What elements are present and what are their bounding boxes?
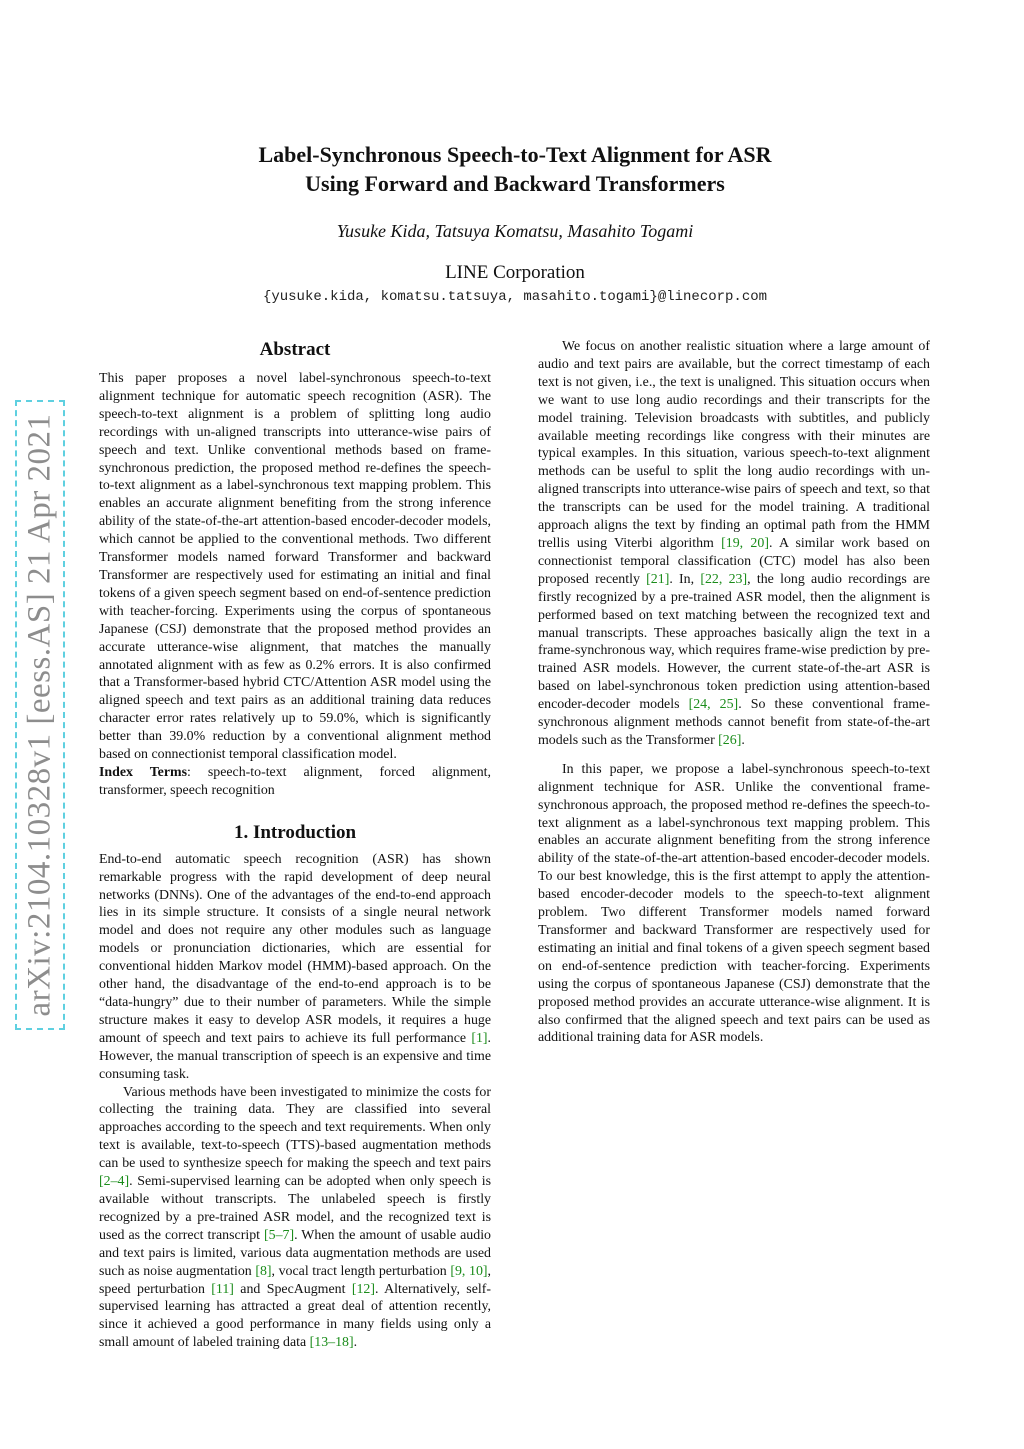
citation-link[interactable]: [21] xyxy=(646,571,670,587)
intro-p2-text-e: , speed perturbation xyxy=(99,1263,491,1297)
intro-p2-text-c: . When the amount of usable audio and text pairs is limited, various data augmentation methods are used such as noise augmentation xyxy=(99,1227,492,1279)
intro-p2-text-a: Various methods have been investigated to minimize the costs for collecting the training data. They are classified into several approaches according to the speech and text requirements. When only text is available, text-to-speech (TTS)-based augmentation methods can be used to synthesize speech for making the speech and text pairs xyxy=(99,1084,491,1172)
intro-p1-text-b: . However, the manual transcription of speech is an expensive and time consuming task. xyxy=(99,1030,491,1082)
intro-p2-text-g: . Alternatively, self-supervised learning has attracted a great deal of attention recently, since it achieved a good performance in many fields using only a small amount of labeled training data xyxy=(99,1281,491,1351)
abstract-heading: Abstract xyxy=(259,339,331,360)
citation-link[interactable]: [26] xyxy=(718,732,742,748)
citation-link[interactable]: [12] xyxy=(351,1281,375,1297)
intro-p1-text-a: End-to-end automatic speech recognition (ASR) has shown remarkable progress with the rapid development of deep neural networks (DNNs). One of the advantages of the end-to-end approach lies in its simple structure. It consists of a single neural network model and does not require any other modules such as language models or pronunciation dictionaries, which are essential for conventional hidden Markov model (HMM)-based approach. On the other hand, the disadvantage of the end-to-end approach is to be “data-hungry” due to their number of parameters. While the simple structure makes it easy to develop ASR models, it requires a huge amount of speech and text pairs to achieve its full performance xyxy=(99,851,491,1046)
citation-link[interactable]: [13–18] xyxy=(309,1335,354,1351)
arxiv-identifier-stamp xyxy=(15,400,65,1030)
citation-link[interactable]: [5–7] xyxy=(264,1227,295,1243)
affiliation: LINE Corporation xyxy=(445,262,585,283)
citation-link[interactable]: [1] xyxy=(471,1030,488,1046)
introduction-heading: 1. Introduction xyxy=(233,821,357,843)
citation-link[interactable]: [11] xyxy=(211,1281,234,1297)
arxiv-identifier: arXiv:2104.10328v1 [eess.AS] 21 Apr 2021 xyxy=(21,413,58,1017)
intro-p2-text-d: , vocal tract length perturbation xyxy=(271,1263,451,1279)
intro-p2-text-h: . xyxy=(353,1335,358,1351)
author-list: Yusuke Kida, Tatsuya Komatsu, Masahito Togami xyxy=(336,221,694,241)
intro-p2-text-f: and SpecAugment xyxy=(233,1281,352,1297)
citation-link[interactable]: [24, 25] xyxy=(688,697,739,713)
right-column xyxy=(538,338,930,1047)
author-emails: {yusuke.kida, komatsu.tatsuya, masahito.togami}@linecorp.com xyxy=(262,289,768,305)
intro-p3-text-a: We focus on another realistic situation where a large amount of audio and text pairs are available, but the correct timestamp of each text is not given, i.e., the text is unaligned. This situation occurs when we want to use long audio recordings and their transcripts for the model training. Television broadcasts with subtitles, and publicly available meeting recordings like congress with their minutes are typical examples. In this situation, various speech-to-text alignment methods can be useful to split the long audio recordings with un-aligned transcripts into utterance-wise pairs of speech and text, so that the transcripts can be used for the model training. A traditional approach aligns the text by finding an optimal path from the HMM trellis using Viterbi algorithm xyxy=(538,339,930,551)
left-column xyxy=(99,338,491,1352)
citation-link[interactable]: [9, 10] xyxy=(450,1263,488,1279)
title-line-1: Label-Synchronous Speech-to-Text Alignment for ASR xyxy=(258,142,772,167)
intro-p3-text-d: , the long audio recordings are firstly recognized by a pre-trained ASR model, then the alignment is performed based on text matching between the recognized text and manual transcripts. These approaches basically align the text in a frame-synchronous way, which requires frame-wise prediction by pre-trained ASR models. However, the current state-of-the-art ASR is based on label-synchronous token prediction using attention-based encoder-decoder models xyxy=(538,571,930,713)
index-terms xyxy=(99,764,491,800)
intro-p2-text-b: . Semi-supervised learning can be adopted when only speech is available without transcripts. The unlabeled speech is firstly recognized by a pre-trained ASR model, and the recognized text is used as the correct transcript xyxy=(99,1174,491,1243)
intro-p3-text-e: . So these conventional frame-synchronous alignment methods cannot benefit from state-of-the-art models such as the Transformer xyxy=(538,697,930,748)
abstract-text: This paper proposes a novel label-synchronous speech-to-text alignment technique for automatic speech recognition (ASR). The speech-to-text alignment is a problem of splitting long audio recordings with un-aligned transcripts into utterance-wise pairs of speech and text. Unlike conventional methods based on frame-synchronous prediction, the proposed method re-defines the speech-to-text alignment as a label-synchronous text mapping problem. This enables an accurate alignment benefiting from the strong inference ability of the state-of-the-art attention-based encoder-decoder models, which cannot be applied to the conventional methods. Two different Transformer models named forward Transformer and backward Transformer are respectively used for estimating an initial and final tokens of a given speech segment based on end-of-sentence prediction with teacher-forcing. Experiments using the corpus of spontaneous Japanese (CSJ) demonstrate that the proposed method provides an accurate utterance-wise alignment, that matches the manually annotated alignment with as few as 0.2% errors. It is also confirmed that a Transformer-based hybrid CTC/Attention ASR model using the aligned speech and text pairs as an additional training data reduces character error rates relatively up to 59.0%, which is significantly better than 39.0% reduction by a conventional alignment method based on connectionist temporal classification model. xyxy=(99,371,491,763)
citation-link[interactable]: [22, 23] xyxy=(700,571,748,587)
citation-link[interactable]: [8] xyxy=(255,1263,272,1279)
index-terms-text: : speech-to-text alignment, forced alignment, transformer, speech recognition xyxy=(99,764,491,798)
intro-p3-text-c: . In, xyxy=(669,571,701,587)
intro-p3-text-b: . A similar work based on connectionist temporal classification (CTC) model has also been proposed recently xyxy=(538,535,930,587)
intro-paragraph-4: In this paper, we propose a label-synchronous speech-to-text alignment technique for ASR. Unlike the conventional frame-synchronous approach, the proposed method re-defines the speech-to-text alignment as a label-synchronous text mapping problem. This enables an accurate alignment benefiting from the strong inference ability of the state-of-the-art attention-based encoder-decoder models. To our best knowledge, this is the first attempt to apply the attention-based encoder-decoder models to the speech-to-text alignment problem. Two different Transformer models named forward Transformer and backward Transformer are respectively used for estimating an initial and final tokens of a given speech segment based on end-of-sentence prediction with teacher-forcing. Experiments using the corpus of spontaneous Japanese (CSJ) demonstrate that the proposed method provides an accurate utterance-wise alignment. It is also confirmed that the aligned speech and text pairs can be used as additional training data for ASR models. xyxy=(538,761,930,1046)
citation-link[interactable]: [19, 20] xyxy=(721,535,769,551)
index-terms-label: Index Terms xyxy=(99,764,187,780)
intro-p3-text-f: . xyxy=(741,732,745,748)
paper-title xyxy=(120,140,910,198)
intro-paragraph-2 xyxy=(99,1084,491,1353)
intro-paragraph-1 xyxy=(99,851,491,1084)
citation-link[interactable]: [2–4] xyxy=(99,1174,130,1190)
intro-paragraph-3 xyxy=(538,338,930,750)
title-line-2: Using Forward and Backward Transformers xyxy=(305,171,725,196)
